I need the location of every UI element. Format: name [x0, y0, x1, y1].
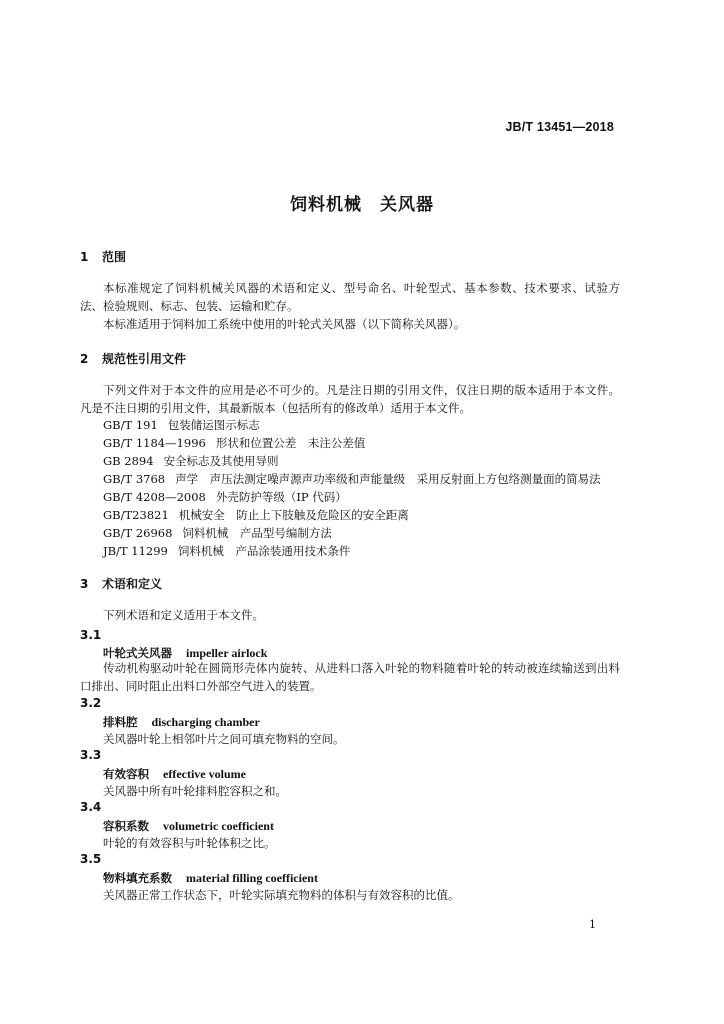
scope-paragraph-2: 本标准适用于饲料加工系统中使用的叶轮式关风器（以下简称关风器）。	[103, 317, 466, 331]
ref-title: 机械安全 防止上下肢触及危险区的安全距离	[178, 508, 409, 522]
section-number: 1	[80, 250, 89, 264]
section-1-heading	[80, 248, 126, 265]
ref-code: GB/T 26968	[103, 526, 173, 540]
reference-item	[103, 506, 601, 524]
term-en: effective volume	[163, 767, 246, 781]
term-definition: 叶轮的有效容积与叶轮体积之比。	[103, 836, 276, 850]
section-3-heading	[80, 575, 162, 592]
document-title: 饲料机械 关风器	[290, 195, 434, 215]
refs-intro: 下列文件对于本文件的应用是必不可少的。凡是注日期的引用文件，仅注日期的版本适用于本文件。凡是不注日期的引用文件，其最新版本（包括所有的修改单）适用于本文件。	[80, 383, 620, 415]
reference-list	[103, 416, 601, 560]
reference-item	[103, 488, 601, 506]
ref-code: GB/T23821	[103, 508, 169, 522]
term-number: 3.5	[80, 852, 102, 866]
term-definition: 传动机构驱动叶轮在圆筒形壳体内旋转、从进料口落入叶轮的物料随着叶轮的转动被连续输送到出料口排出、同时阻止出料口外部空气进入的装置。	[80, 661, 620, 693]
term-cn: 排料腔	[103, 715, 138, 729]
standard-number: JB/T 13451—2018	[505, 120, 614, 134]
term-en: material filling coefficient	[186, 871, 318, 885]
reference-item	[103, 470, 601, 488]
reference-item	[103, 542, 601, 560]
ref-title: 形状和位置公差 未注公差值	[215, 436, 366, 450]
term-cn: 物料填充系数	[103, 871, 172, 885]
term-definition: 关风器中所有叶轮排料腔容积之和。	[103, 784, 287, 798]
section-title: 规范性引用文件	[102, 352, 187, 366]
ref-title: 外壳防护等级（IP 代码）	[215, 490, 347, 504]
term-heading	[103, 714, 260, 730]
term-heading	[103, 645, 267, 661]
section-2-heading	[80, 350, 186, 367]
terms-intro: 下列术语和定义适用于本文件。	[103, 608, 264, 622]
term-number: 3.2	[80, 696, 102, 710]
term-number: 3.4	[80, 800, 102, 814]
term-en: volumetric coefficient	[163, 819, 274, 833]
ref-code: GB 2894	[103, 454, 154, 468]
reference-item	[103, 452, 601, 470]
term-heading	[103, 870, 318, 886]
ref-code: JB/T 11299	[103, 544, 168, 558]
ref-title: 安全标志及其使用导则	[163, 454, 279, 468]
term-definition: 关风器正常工作状态下，叶轮实际填充物料的体积与有效容积的比值。	[103, 888, 460, 902]
ref-title: 饲料机械 产品涂装通用技术条件	[177, 544, 351, 558]
ref-code: GB/T 191	[103, 418, 158, 432]
ref-code: GB/T 4208—2008	[103, 490, 206, 504]
term-cn: 容积系数	[103, 819, 149, 833]
term-number: 3.3	[80, 748, 102, 762]
term-definition: 关风器叶轮上相邻叶片之间可填充物料的空间。	[103, 732, 345, 746]
term-number: 3.1	[80, 628, 102, 642]
ref-code: GB/T 1184—1996	[103, 436, 206, 450]
reference-item	[103, 416, 601, 434]
ref-title: 包装储运图示标志	[167, 418, 260, 432]
ref-title: 饲料机械 产品型号编制方法	[182, 526, 332, 540]
section-title: 范围	[102, 250, 127, 264]
ref-title: 声学 声压法测定噪声源声功率级和声能量级 采用反射面上方包络测量面的简易法	[175, 472, 601, 486]
section-number: 2	[80, 352, 89, 366]
term-heading	[103, 818, 274, 834]
term-cn: 有效容积	[103, 767, 149, 781]
page-number: 1	[589, 918, 596, 931]
term-en: impeller airlock	[186, 646, 268, 660]
section-title: 术语和定义	[102, 577, 163, 591]
reference-item	[103, 434, 601, 452]
section-number: 3	[80, 577, 89, 591]
ref-code: GB/T 3768	[103, 472, 166, 486]
scope-paragraph-1: 本标准规定了饲料机械关风器的术语和定义、型号命名、叶轮型式、基本参数、技术要求、试验方法、检验规则、标志、包装、运输和贮存。	[80, 281, 620, 313]
term-cn: 叶轮式关风器	[103, 646, 172, 660]
term-en: discharging chamber	[151, 715, 260, 729]
reference-item	[103, 524, 601, 542]
term-heading	[103, 766, 246, 782]
